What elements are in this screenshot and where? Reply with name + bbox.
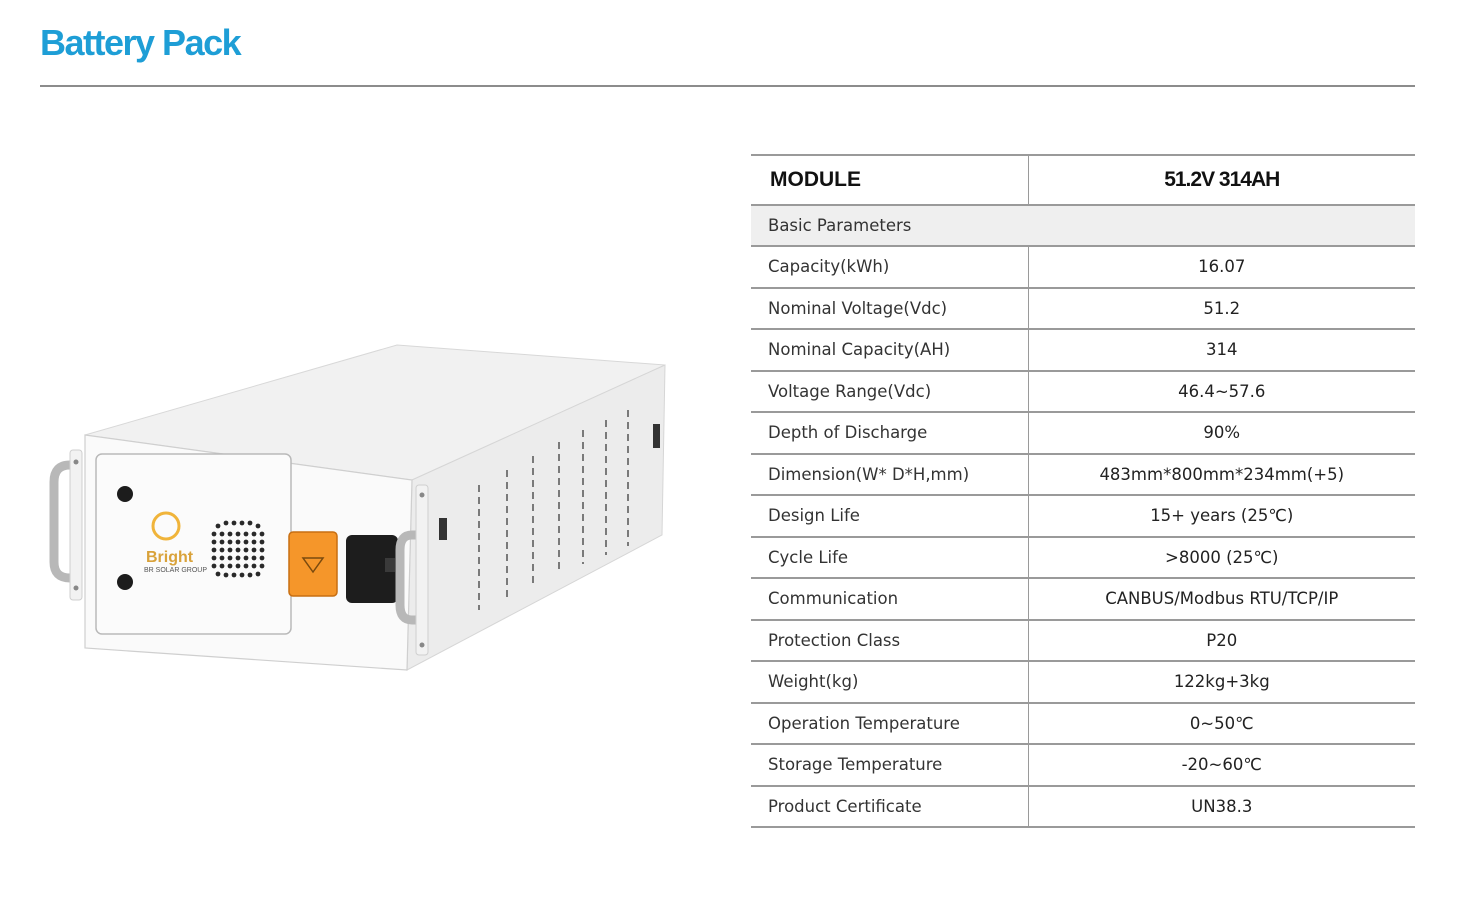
table-row bbox=[751, 703, 1415, 745]
page-title: Battery Pack bbox=[40, 22, 241, 63]
param-label: Product Certificate bbox=[751, 786, 1028, 828]
section-title: Basic Parameters bbox=[751, 205, 1415, 246]
positive-terminal bbox=[117, 486, 133, 502]
section-row bbox=[751, 205, 1415, 246]
header-module-label: MODULE bbox=[751, 155, 1028, 205]
param-label: Capacity(kWh) bbox=[751, 246, 1028, 288]
header-model-value: 51.2V 314AH bbox=[1028, 155, 1415, 205]
param-value: 0~50℃ bbox=[1028, 703, 1415, 745]
table-row bbox=[751, 661, 1415, 703]
param-label: Storage Temperature bbox=[751, 744, 1028, 786]
param-label: Cycle Life bbox=[751, 537, 1028, 579]
param-value: P20 bbox=[1028, 620, 1415, 662]
param-value: 16.07 bbox=[1028, 246, 1415, 288]
title-divider bbox=[40, 85, 1415, 87]
spec-table bbox=[751, 154, 1415, 828]
negative-terminal bbox=[117, 574, 133, 590]
table-row bbox=[751, 454, 1415, 496]
table-row bbox=[751, 412, 1415, 454]
param-label: Dimension(W* D*H,mm) bbox=[751, 454, 1028, 496]
table-row bbox=[751, 371, 1415, 413]
param-value: 483mm*800mm*234mm(+5) bbox=[1028, 454, 1415, 496]
table-row bbox=[751, 744, 1415, 786]
param-label: Communication bbox=[751, 578, 1028, 620]
param-label: Design Life bbox=[751, 495, 1028, 537]
param-value: UN38.3 bbox=[1028, 786, 1415, 828]
table-row bbox=[751, 537, 1415, 579]
param-label: Weight(kg) bbox=[751, 661, 1028, 703]
param-value: 314 bbox=[1028, 329, 1415, 371]
table-row bbox=[751, 288, 1415, 330]
param-value: 51.2 bbox=[1028, 288, 1415, 330]
param-label: Protection Class bbox=[751, 620, 1028, 662]
param-label: Nominal Voltage(Vdc) bbox=[751, 288, 1028, 330]
param-value: 90% bbox=[1028, 412, 1415, 454]
param-label: Depth of Discharge bbox=[751, 412, 1028, 454]
param-value: -20~60℃ bbox=[1028, 744, 1415, 786]
table-row bbox=[751, 786, 1415, 828]
table-header-row bbox=[751, 155, 1415, 205]
table-row bbox=[751, 329, 1415, 371]
table-row bbox=[751, 495, 1415, 537]
logo-mark-text: Bright bbox=[146, 549, 194, 566]
param-label: Operation Temperature bbox=[751, 703, 1028, 745]
param-value: >8000 (25℃) bbox=[1028, 537, 1415, 579]
param-value: 15+ years (25℃) bbox=[1028, 495, 1415, 537]
table-row bbox=[751, 246, 1415, 288]
table-row bbox=[751, 578, 1415, 620]
battery-pack-image bbox=[40, 330, 680, 690]
table-row bbox=[751, 620, 1415, 662]
param-label: Nominal Capacity(AH) bbox=[751, 329, 1028, 371]
param-value: 46.4~57.6 bbox=[1028, 371, 1415, 413]
param-value: 122kg+3kg bbox=[1028, 661, 1415, 703]
param-label: Voltage Range(Vdc) bbox=[751, 371, 1028, 413]
param-value: CANBUS/Modbus RTU/TCP/IP bbox=[1028, 578, 1415, 620]
orange-power-connector bbox=[289, 532, 337, 596]
logo-caption-text: BR SOLAR GROUP bbox=[144, 567, 208, 574]
